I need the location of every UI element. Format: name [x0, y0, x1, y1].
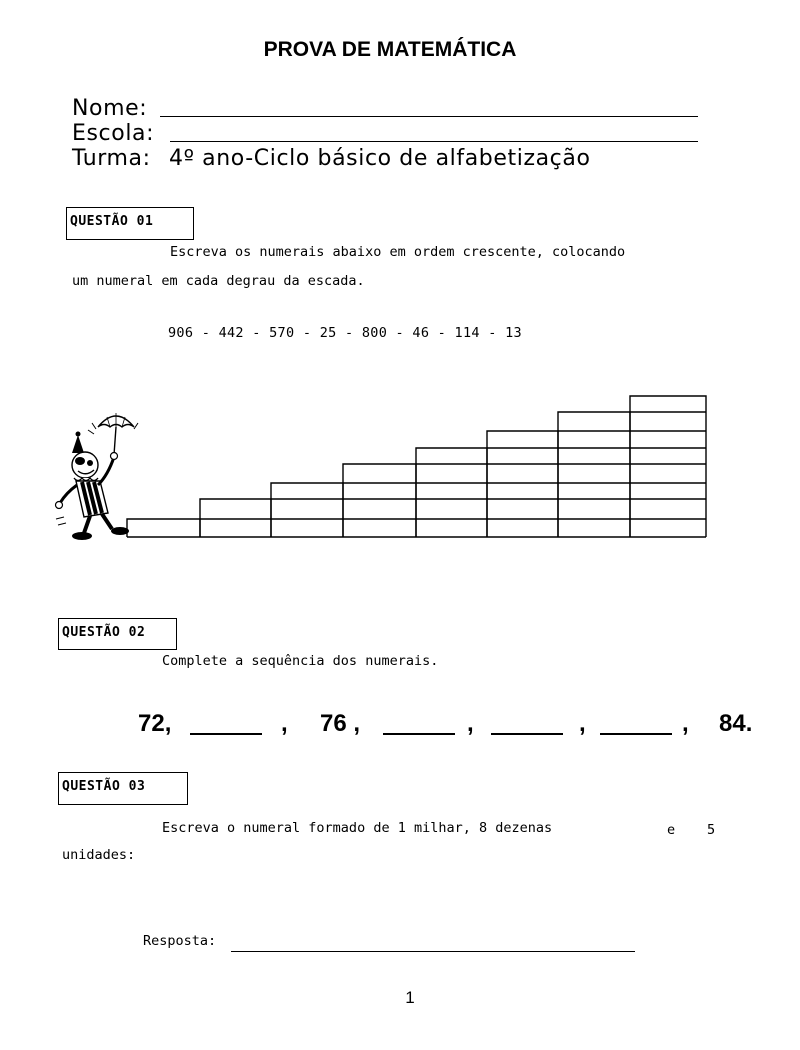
- q3-instruction-line2: unidades:: [62, 847, 136, 863]
- seq-comma-4: ,: [682, 710, 689, 737]
- school-field-line[interactable]: [170, 141, 698, 142]
- seq-value-72: 72,: [138, 710, 172, 737]
- stair-step-2: [200, 499, 271, 537]
- seq-comma-1: ,: [281, 710, 288, 737]
- stair-step-8: [630, 396, 706, 537]
- question-03-box: [58, 772, 188, 805]
- seq-value-84: 84.: [719, 710, 753, 737]
- stair-step-3: [271, 483, 343, 537]
- answer-field-line[interactable]: [231, 951, 635, 952]
- question-03-label: QUESTÃO 03: [62, 779, 146, 794]
- seq-blank-2[interactable]: [383, 733, 455, 735]
- stair-step-1: [127, 519, 200, 537]
- seq-blank-4[interactable]: [600, 733, 672, 735]
- seq-value-76: 76 ,: [320, 710, 361, 737]
- q2-instruction: Complete a sequência dos numerais.: [162, 653, 439, 669]
- q3-instruction-e: e: [667, 822, 676, 838]
- page-number: 1: [405, 988, 415, 1007]
- class-label: Turma:: [72, 146, 151, 171]
- seq-comma-2: ,: [467, 710, 474, 737]
- stair-step-4: [343, 464, 416, 537]
- question-01-box: [66, 207, 194, 240]
- q3-instruction-5: 5: [707, 822, 716, 838]
- school-label: Escola:: [72, 121, 155, 146]
- stair-step-6: [487, 431, 558, 537]
- answer-label: Resposta:: [143, 933, 217, 949]
- seq-comma-3: ,: [579, 710, 586, 737]
- question-02-label: QUESTÃO 02: [62, 625, 146, 640]
- q1-instruction-line1: Escreva os numerais abaixo em ordem crescente, colocando: [170, 244, 626, 260]
- name-field-line[interactable]: [160, 116, 698, 117]
- question-01-label: QUESTÃO 01: [70, 214, 154, 229]
- class-value: 4º ano-Ciclo básico de alfabetização: [169, 146, 591, 171]
- stair-step-5: [416, 448, 487, 537]
- q1-numbers-list: 906 - 442 - 570 - 25 - 800 - 46 - 114 - 13: [168, 325, 522, 341]
- page-title: PROVA DE MATEMÁTICA: [263, 38, 517, 61]
- question-02-box: [58, 618, 177, 650]
- q1-instruction-line2: um numeral em cada degrau da escada.: [72, 273, 365, 289]
- name-label: Nome:: [72, 96, 148, 121]
- seq-blank-1[interactable]: [190, 733, 262, 735]
- staircase[interactable]: [120, 390, 710, 540]
- seq-blank-3[interactable]: [491, 733, 563, 735]
- q3-instruction-line1: Escreva o numeral formado de 1 milhar, 8 dezenas: [162, 820, 553, 836]
